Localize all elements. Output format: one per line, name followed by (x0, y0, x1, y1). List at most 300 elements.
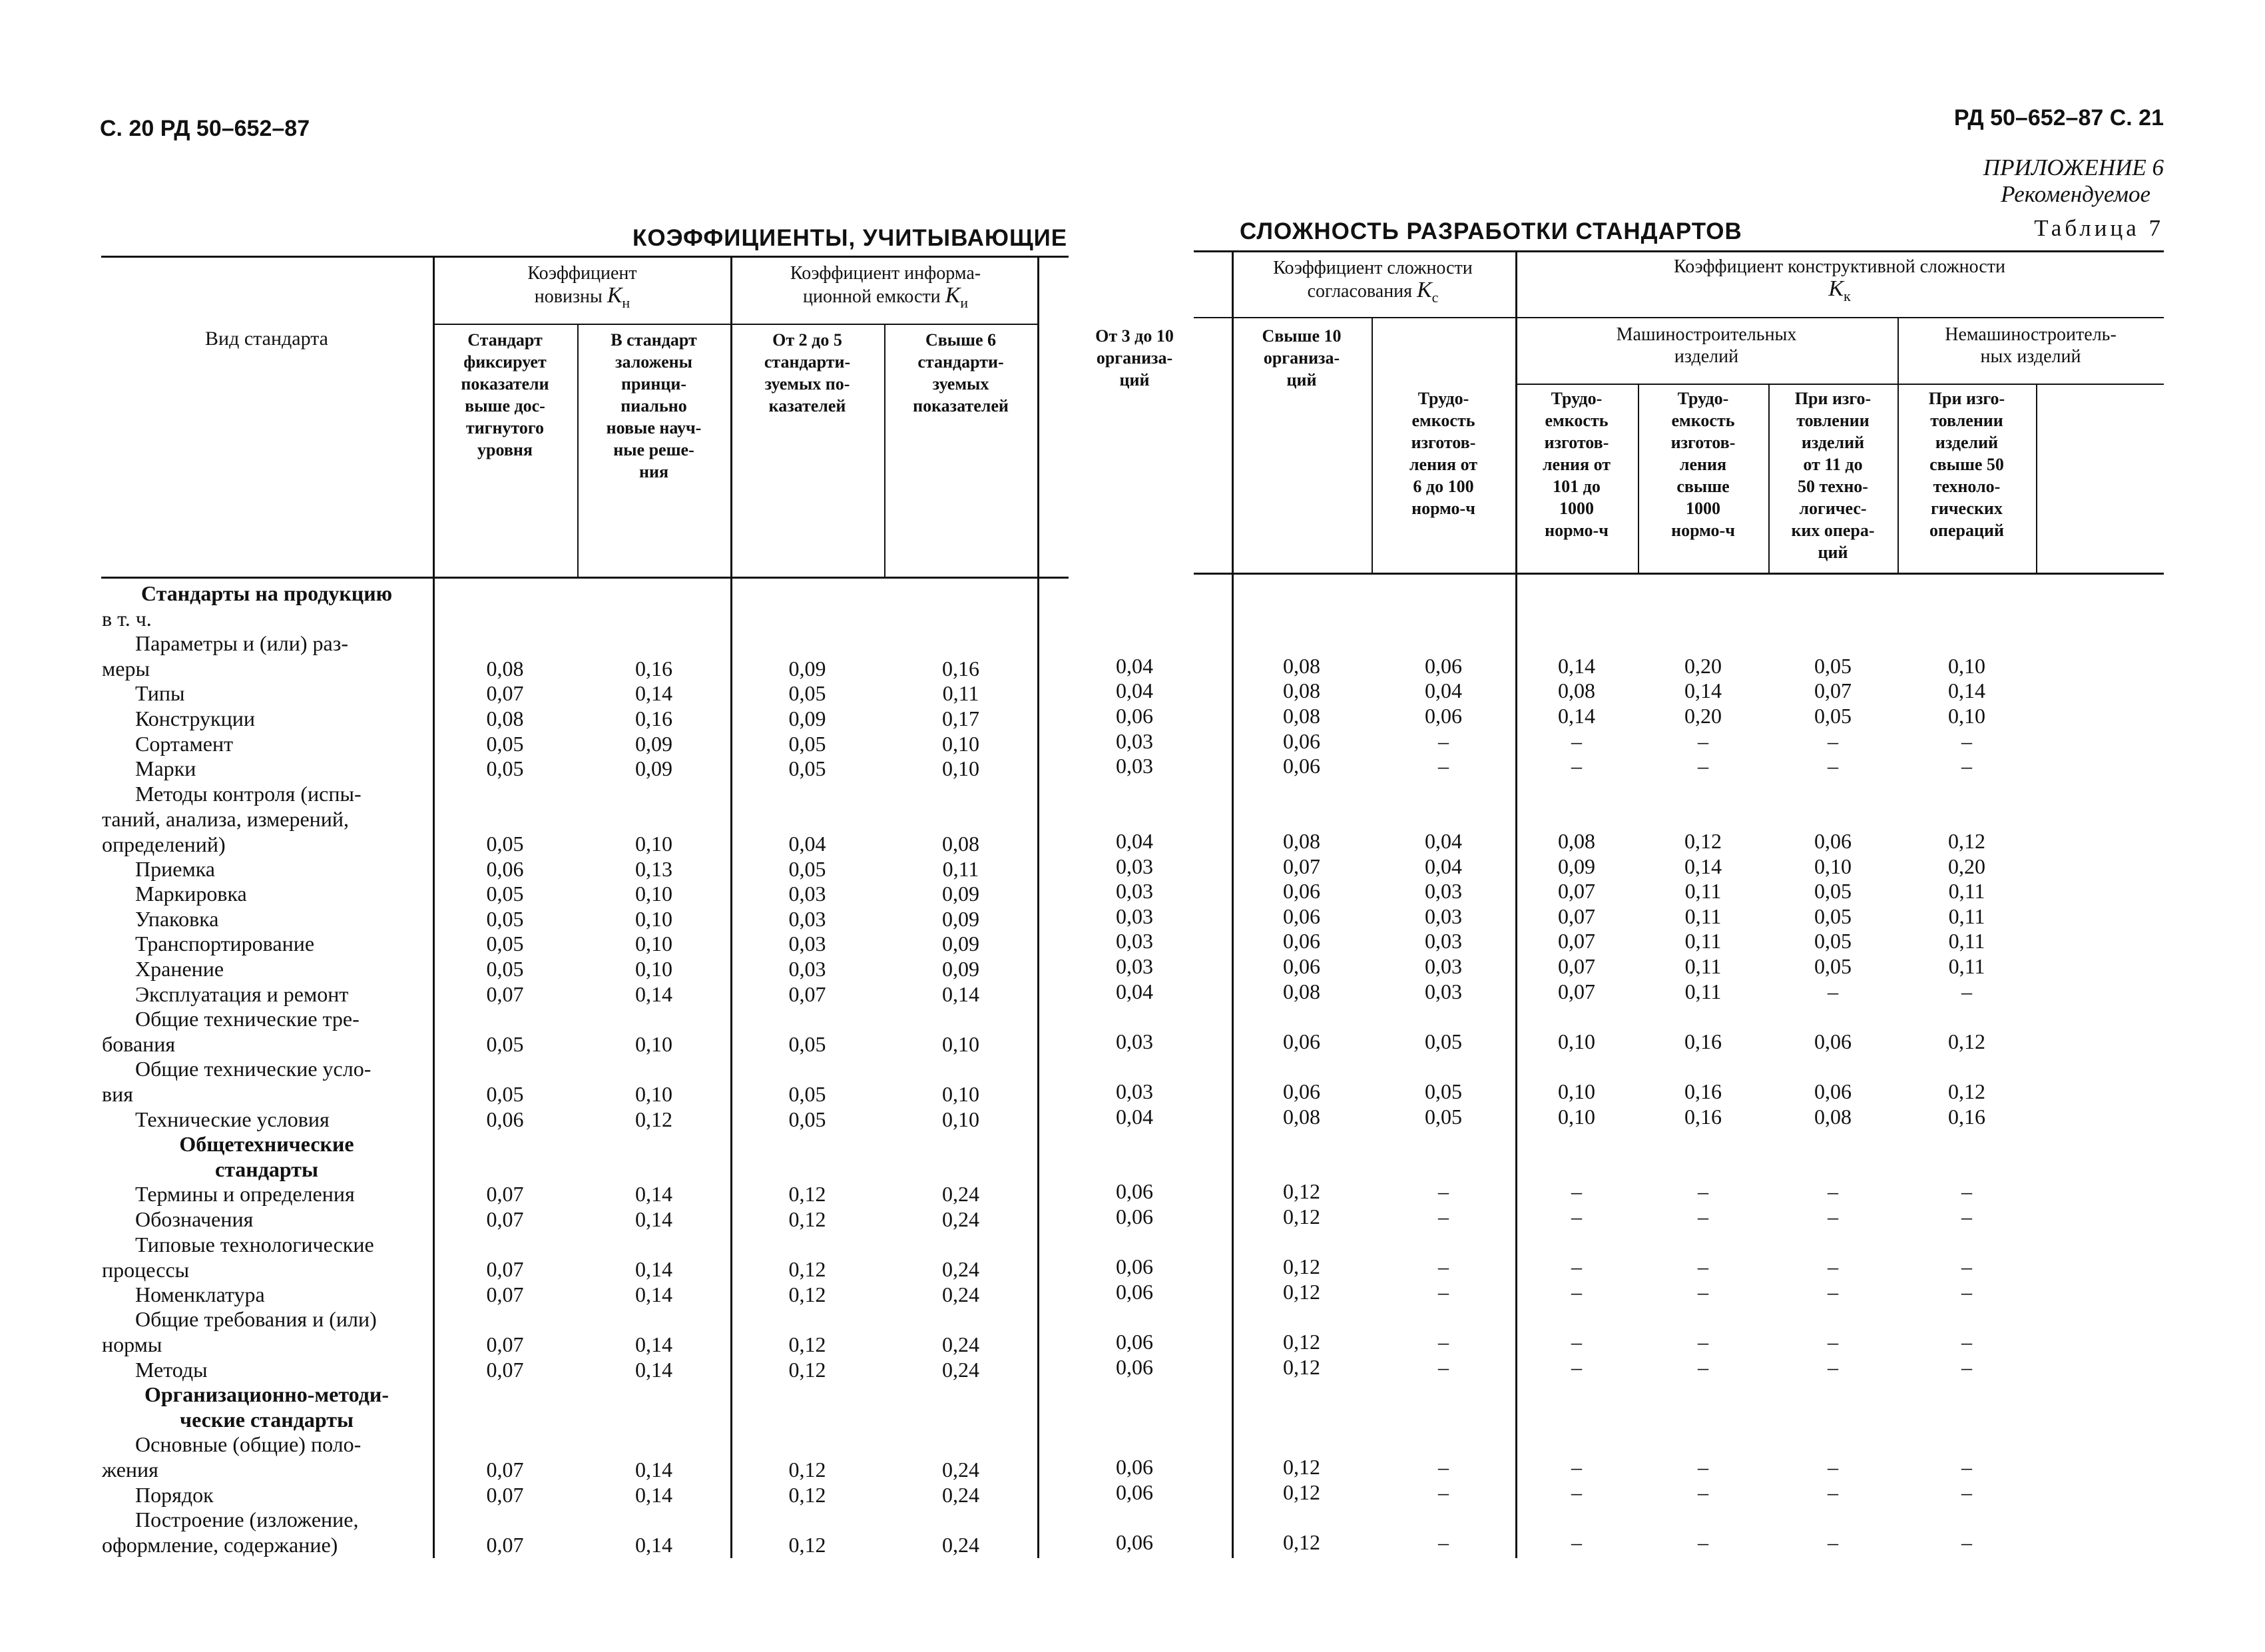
sub-header-line: товлении (1796, 411, 1870, 430)
table-cell: 0,03 (1425, 879, 1462, 904)
column-rule (1232, 250, 1234, 1558)
table-cell: 0,05 (1814, 954, 1852, 978)
table-cell: 0,14 (1684, 854, 1722, 878)
table-cell: – (1698, 1330, 1708, 1354)
table-cell: 0,07 (1558, 879, 1595, 904)
table-cell: 0,10 (635, 882, 672, 906)
row-label-line: Приемка (135, 856, 215, 881)
table-cell: 0,06 (1283, 1079, 1320, 1103)
table-cell: 0,16 (942, 656, 979, 681)
table-cell: – (1438, 728, 1449, 753)
table-cell: 0,09 (635, 731, 672, 756)
table-cell: 0,09 (1558, 854, 1595, 878)
table-cell: 0,11 (1948, 954, 1985, 978)
table-cell: 0,05 (486, 756, 524, 781)
table-cell: 0,20 (1684, 704, 1722, 728)
table-cell: 0,08 (942, 832, 979, 856)
table-cell: 0,10 (942, 1107, 979, 1131)
table-cell: 0,10 (1948, 653, 1985, 678)
table-cell: – (1698, 1254, 1708, 1279)
table-cell: 0,14 (635, 1458, 672, 1482)
table-cell: 0,07 (486, 1182, 524, 1207)
row-label (102, 1357, 431, 1382)
table-cell: – (1571, 1529, 1582, 1554)
table-cell: 0,08 (1814, 1104, 1852, 1129)
table-cell: 0,07 (486, 1332, 524, 1356)
row-label-line: Обозначения (135, 1207, 254, 1231)
row-label (102, 731, 431, 756)
table-cell: 0,10 (942, 756, 979, 781)
row-label (102, 981, 431, 1007)
table-cell: 0,14 (635, 1257, 672, 1282)
sub-header-line: показателей (913, 396, 1009, 415)
sub-header-line: гических (1931, 499, 2003, 518)
row-label-line: бования (102, 1032, 176, 1057)
table-cell: 0,12 (788, 1357, 826, 1382)
table-cell: 0,05 (1814, 653, 1852, 678)
row-label-line: оформление, содержание) (102, 1533, 338, 1557)
row-label-line: Номенклатура (135, 1282, 265, 1306)
table-cell: – (1828, 1529, 1838, 1554)
table-cell: 0,12 (788, 1207, 826, 1231)
table-cell: – (1571, 754, 1582, 778)
table-cell: 0,08 (486, 706, 524, 730)
row-label-line: процессы (102, 1257, 190, 1282)
row-label-line: Организационно-методи- (144, 1382, 389, 1407)
header-vid-standarta: Вид стандарта (205, 328, 328, 350)
table-cell: 0,06 (1814, 829, 1852, 853)
sub-header-line: зуемых (932, 374, 989, 394)
sub-header-line: Стандарт (467, 330, 543, 350)
table-cell: 0,08 (1283, 679, 1320, 703)
header-soglasovanie: Коэффициент сложности согласования $К_с$ (1273, 258, 1473, 306)
table-cell: 0,14 (635, 1482, 672, 1507)
table-cell: 0,12 (1684, 829, 1722, 853)
table-cell: 0,08 (1283, 1104, 1320, 1129)
table-cell: – (1698, 754, 1708, 778)
sub-header-line: Свыше 10 (1262, 326, 1342, 346)
table-cell: 0,04 (1116, 653, 1153, 678)
row-label-line: Маркировка (135, 882, 247, 906)
table-cell: 0,24 (942, 1257, 979, 1282)
table-cell: 0,16 (635, 706, 672, 730)
table-cell: 0,14 (1558, 704, 1595, 728)
sub-header-line: емкость (1545, 411, 1609, 430)
header-mashinostroitelnye: Машиностроительных изделий (1616, 324, 1797, 367)
sub-header-line: принци- (621, 374, 687, 394)
column-rule (433, 256, 435, 1558)
table-cell: 0,11 (1948, 929, 1985, 954)
row-label-line: стандарты (214, 1157, 318, 1182)
row-label (102, 956, 431, 981)
table-cell: 0,03 (1116, 929, 1153, 954)
table-cell: – (1961, 1279, 1972, 1304)
row-label-line: Конструкции (135, 706, 255, 730)
row-label (102, 1282, 431, 1307)
table-cell: 0,03 (1425, 904, 1462, 928)
table-cell: 0,10 (635, 1082, 672, 1106)
table-cell: 0,24 (942, 1182, 979, 1207)
table-cell: – (1828, 1279, 1838, 1304)
sub-header-line: Свыше 6 (925, 330, 997, 350)
header-bottom-rule-right (1194, 573, 2164, 575)
table-cell: 0,05 (788, 756, 826, 781)
table-cell: – (1961, 1330, 1972, 1354)
subcolumn-rule (1768, 384, 1770, 573)
row-label-line: Сортамент (135, 731, 234, 756)
table-cell: 0,10 (1814, 854, 1852, 878)
table-cell: – (1571, 1279, 1582, 1304)
table-cell: 0,14 (635, 1282, 672, 1306)
table-cell: 0,14 (635, 1532, 672, 1557)
row-label (102, 1482, 431, 1508)
table-cell: – (1698, 1455, 1708, 1479)
sub-header-line: пиально (621, 396, 687, 415)
table-cell: – (1961, 979, 1972, 1003)
table-cell: 0,04 (1116, 829, 1153, 853)
row-label-line: Транспортирование (135, 932, 315, 956)
sub-header-line: от 11 до (1803, 455, 1863, 474)
table-cell: 0,24 (942, 1332, 979, 1356)
table-cell: 0,08 (1283, 653, 1320, 678)
sub-header-line: ные реше- (613, 440, 694, 459)
table-cell: 0,03 (788, 906, 826, 931)
table-cell: 0,03 (1116, 854, 1153, 878)
row-label (102, 631, 431, 681)
table-cell: – (1828, 1330, 1838, 1354)
table-cell: – (1571, 1254, 1582, 1279)
recommended-label: Рекомендуемое (2001, 181, 2150, 207)
table-cell: 0,05 (486, 882, 524, 906)
sub-header-line: ления от (1542, 455, 1611, 474)
table-cell: – (1698, 1179, 1708, 1204)
sub-header-line: изготов- (1544, 433, 1609, 452)
table-cell: 0,06 (1116, 704, 1153, 728)
table-cell: 0,09 (942, 906, 979, 931)
subcolumn-rule (2036, 384, 2037, 573)
page-header-right: РД 50–652–87 С. 21 (1953, 105, 2164, 131)
table-cell: 0,03 (1116, 728, 1153, 753)
table-cell: 0,10 (942, 731, 979, 756)
table-cell: 0,10 (635, 906, 672, 931)
table-cell: 0,05 (788, 1082, 826, 1106)
sub-header-line: товлении (1930, 411, 2003, 430)
table-cell: – (1438, 1455, 1449, 1479)
sub-header-line: Трудо- (1677, 389, 1729, 408)
row-label-line: Технические условия (135, 1107, 330, 1131)
table-cell: 0,03 (1116, 1029, 1153, 1053)
table-cell: 0,07 (486, 1532, 524, 1557)
table-cell: 0,12 (1283, 1179, 1320, 1204)
table-cell: – (1961, 754, 1972, 778)
table-cell: 0,14 (942, 981, 979, 1006)
table-cell: 0,06 (1116, 1529, 1153, 1554)
table-cell: 0,24 (942, 1482, 979, 1507)
table-cell: 0,16 (1684, 1079, 1722, 1103)
row-label-line: вия (102, 1082, 133, 1107)
table-cell: 0,05 (486, 932, 524, 956)
table-cell: 0,03 (1116, 879, 1153, 904)
sub-header-line: показатели (461, 374, 549, 394)
header-nemashinostroitelnye: Немашиностроитель- ных изделий (1945, 324, 2117, 367)
row-label-line: нормы (102, 1332, 162, 1357)
row-label (102, 881, 431, 906)
table-cell: 0,04 (1116, 1104, 1153, 1129)
table-cell: 0,12 (788, 1257, 826, 1282)
table-cell: 0,06 (1116, 1455, 1153, 1479)
table-cell: 0,03 (1425, 954, 1462, 978)
sub-header-line: заложены (615, 352, 692, 372)
sub-header-col-3 (733, 329, 881, 417)
sub-header-line: стандарти- (917, 352, 1004, 372)
table-title-left: КОЭФФИЦИЕНТЫ, УЧИТЫВАЮЩИЕ (632, 225, 1068, 251)
sub-header-line: От 2 до 5 (772, 330, 842, 350)
table-cell: 0,10 (942, 1082, 979, 1106)
table-cell: 0,07 (1558, 929, 1595, 954)
row-label-line: Термины и определения (135, 1182, 355, 1207)
table-cell: 0,07 (486, 1357, 524, 1382)
table-cell: 0,12 (1283, 1205, 1320, 1229)
row-label (102, 1056, 431, 1107)
table-cell: – (1571, 1480, 1582, 1504)
header-sub2-rule-right (1517, 384, 2164, 385)
table-cell: 0,07 (1558, 904, 1595, 928)
table-cell: 0,16 (1684, 1104, 1722, 1129)
sub-header-line: 1000 (1686, 499, 1720, 518)
table-cell: 0,11 (1948, 904, 1985, 928)
table-cell: – (1961, 1179, 1972, 1204)
table-cell: 0,06 (1283, 754, 1320, 778)
table-cell: 0,24 (942, 1282, 979, 1306)
table-cell: 0,12 (1283, 1354, 1320, 1379)
table-cell: – (1438, 1480, 1449, 1504)
row-label-line: Типовые технологические (135, 1232, 374, 1256)
row-label-line: Основные (общие) поло- (135, 1432, 362, 1457)
table-cell: 0,07 (486, 1282, 524, 1306)
table-cell: 0,06 (1283, 728, 1320, 753)
table-cell: – (1438, 1330, 1449, 1354)
table-cell: 0,05 (486, 731, 524, 756)
table-cell: 0,20 (1684, 653, 1722, 678)
table-cell: 0,10 (1558, 1029, 1595, 1053)
header-bottom-rule-left (101, 577, 1069, 579)
table-cell: 0,11 (1684, 929, 1722, 954)
table-cell: – (1828, 979, 1838, 1003)
row-label (102, 1207, 431, 1232)
sub-header-line: уровня (477, 440, 533, 459)
sub-header-col-9 (1640, 388, 1766, 541)
table-cell: 0,12 (1283, 1480, 1320, 1504)
table-cell: – (1698, 1480, 1708, 1504)
table-cell: 0,03 (788, 932, 826, 956)
table-cell: 0,03 (1116, 904, 1153, 928)
table-cell: 0,12 (1283, 1254, 1320, 1279)
table-cell: 0,14 (635, 681, 672, 706)
group-label (102, 581, 431, 606)
table-cell: 0,12 (788, 1482, 826, 1507)
subcolumn-rule (577, 324, 579, 577)
table-cell: 0,05 (788, 681, 826, 706)
row-label-line: Упаковка (135, 906, 219, 931)
row-label-line: таний, анализа, измерений, (102, 806, 350, 831)
table-cell: 0,12 (1948, 1079, 1985, 1103)
sub-header-col-7 (1374, 388, 1513, 519)
table-cell: 0,06 (1283, 1029, 1320, 1053)
subcolumn-rule (1638, 384, 1639, 573)
table-cell: 0,05 (788, 856, 826, 881)
sub-header-line: свыше 50 (1929, 455, 2004, 474)
table-cell: – (1961, 1529, 1972, 1554)
header-sub-rule-left (434, 324, 1039, 325)
table-cell: 0,11 (1684, 954, 1722, 978)
table-cell: 0,12 (1283, 1279, 1320, 1304)
table-cell: 0,08 (1283, 979, 1320, 1003)
table-cell: 0,09 (635, 756, 672, 781)
table-cell: 0,11 (942, 856, 979, 881)
row-label-line: Общетехнические (179, 1132, 354, 1157)
table-cell: 0,12 (788, 1182, 826, 1207)
table-cell: – (1571, 728, 1582, 753)
table-cell: 0,05 (1814, 904, 1852, 928)
table-cell: 0,09 (788, 706, 826, 730)
table-cell: 0,06 (1283, 929, 1320, 954)
table-cell: 0,05 (1814, 704, 1852, 728)
header-novizna: Коэффициент новизны $К_н$ (527, 263, 637, 311)
table-cell: 0,03 (788, 957, 826, 981)
table-cell: 0,06 (486, 856, 524, 881)
row-label-line: Общие технические тре- (135, 1007, 360, 1031)
sub-header-line: ния (638, 462, 669, 481)
sub-header-col-5 (1040, 325, 1229, 391)
sub-header-col-6 (1234, 325, 1369, 391)
table-cell: 0,14 (635, 1182, 672, 1207)
sub-header-line: операций (1929, 521, 2004, 540)
table-cell: – (1828, 1179, 1838, 1204)
table-cell: 0,12 (1283, 1455, 1320, 1479)
table-cell: 0,11 (1684, 879, 1722, 904)
table-cell: – (1571, 1179, 1582, 1204)
table-cell: 0,05 (1425, 1079, 1462, 1103)
sub-header-col-8 (1518, 388, 1635, 541)
table-cell: 0,12 (788, 1532, 826, 1557)
sub-header-line: изделий (1801, 433, 1865, 452)
subcolumn-rule (1372, 317, 1373, 573)
table-number-label: Таблица 7 (2034, 215, 2164, 241)
table-cell: 0,12 (1948, 829, 1985, 853)
sub-header-line: При изго- (1928, 389, 2005, 408)
table-cell: 0,24 (942, 1357, 979, 1382)
table-cell: 0,11 (942, 681, 979, 706)
row-label-line: Общие требования и (или) (135, 1307, 377, 1332)
table-cell: 0,06 (1425, 704, 1462, 728)
row-label (102, 1306, 431, 1357)
sub-header-line: новые науч- (606, 418, 702, 437)
table-cell: 0,04 (1116, 679, 1153, 703)
table-cell: 0,03 (1425, 929, 1462, 954)
table-cell: 0,14 (635, 1357, 672, 1382)
table-cell: 0,07 (788, 981, 826, 1006)
sub-header-line: ций (1119, 370, 1150, 390)
column-rule (730, 256, 732, 1558)
table-cell: 0,14 (635, 1207, 672, 1231)
table-cell: 0,24 (942, 1532, 979, 1557)
table-cell: 0,05 (486, 957, 524, 981)
sub-header-col-1 (435, 329, 575, 461)
table-cell: 0,07 (1558, 954, 1595, 978)
table-cell: – (1571, 1205, 1582, 1229)
table-cell: – (1698, 1529, 1708, 1554)
table-cell: – (1438, 1529, 1449, 1554)
row-label-line: в т. ч. (102, 606, 152, 631)
table-cell: 0,05 (486, 906, 524, 931)
table-cell: 0,12 (788, 1282, 826, 1306)
table-cell: 0,12 (1283, 1330, 1320, 1354)
sub-header-line: зуемых по- (764, 374, 850, 394)
row-label-line: Стандарты на продукцию (140, 581, 393, 605)
sub-header-line: ций (1286, 370, 1317, 390)
table-cell: 0,08 (1558, 679, 1595, 703)
table-cell: 0,07 (1283, 854, 1320, 878)
table-cell: 0,05 (1425, 1104, 1462, 1129)
table-cell: 0,10 (635, 832, 672, 856)
table-cell: 0,10 (635, 957, 672, 981)
table-cell: 0,06 (1116, 1354, 1153, 1379)
table-cell: – (1828, 1354, 1838, 1379)
table-cell: 0,17 (942, 706, 979, 730)
table-cell: 0,10 (1558, 1104, 1595, 1129)
row-label-line: меры (102, 657, 150, 681)
sub-header-line: При изго- (1794, 389, 1872, 408)
row-label (102, 856, 431, 882)
column-rule (1037, 256, 1039, 1558)
header-sub-rule-right (1194, 317, 2164, 318)
table-cell: 0,05 (788, 731, 826, 756)
sub-header-line: нормо-ч (1545, 521, 1609, 540)
table-cell: 0,05 (486, 832, 524, 856)
table-cell: – (1438, 1279, 1449, 1304)
sub-header-line: нормо-ч (1411, 499, 1475, 518)
table-cell: 0,07 (486, 981, 524, 1006)
sub-header-line: 101 до (1553, 477, 1601, 496)
row-label-line: Эксплуатация и ремонт (135, 981, 349, 1006)
table-cell: 0,08 (1283, 829, 1320, 853)
sub-header-line: организа- (1263, 348, 1340, 368)
table-cell: 0,10 (1558, 1079, 1595, 1103)
table-cell: 0,03 (1116, 1079, 1153, 1103)
row-label-line: ческие стандарты (180, 1408, 354, 1432)
table-cell: 0,03 (1116, 954, 1153, 978)
row-label-line: Порядок (135, 1482, 214, 1507)
table-title-right: СЛОЖНОСТЬ РАЗРАБОТКИ СТАНДАРТОВ (1240, 218, 1742, 244)
header-info: Коэффициент информа- ционной емкости $К_и$ (790, 263, 981, 311)
row-label-line: жения (102, 1458, 158, 1482)
table-cell: – (1438, 754, 1449, 778)
table-cell: 0,14 (635, 981, 672, 1006)
table-cell: 0,03 (788, 882, 826, 906)
row-label-line: Хранение (135, 957, 224, 981)
table-cell: 0,14 (635, 1332, 672, 1356)
row-label (102, 1107, 431, 1132)
row-label (102, 681, 431, 706)
row-label-line: Типы (135, 681, 185, 706)
group-label (102, 1131, 431, 1182)
sub-header-col-10 (1771, 388, 1895, 563)
table-cell: 0,10 (942, 1031, 979, 1056)
sub-header-line: стандарти- (764, 352, 851, 372)
table-cell: – (1961, 1354, 1972, 1379)
table-cell: 0,14 (1948, 679, 1985, 703)
row-label (102, 931, 431, 956)
